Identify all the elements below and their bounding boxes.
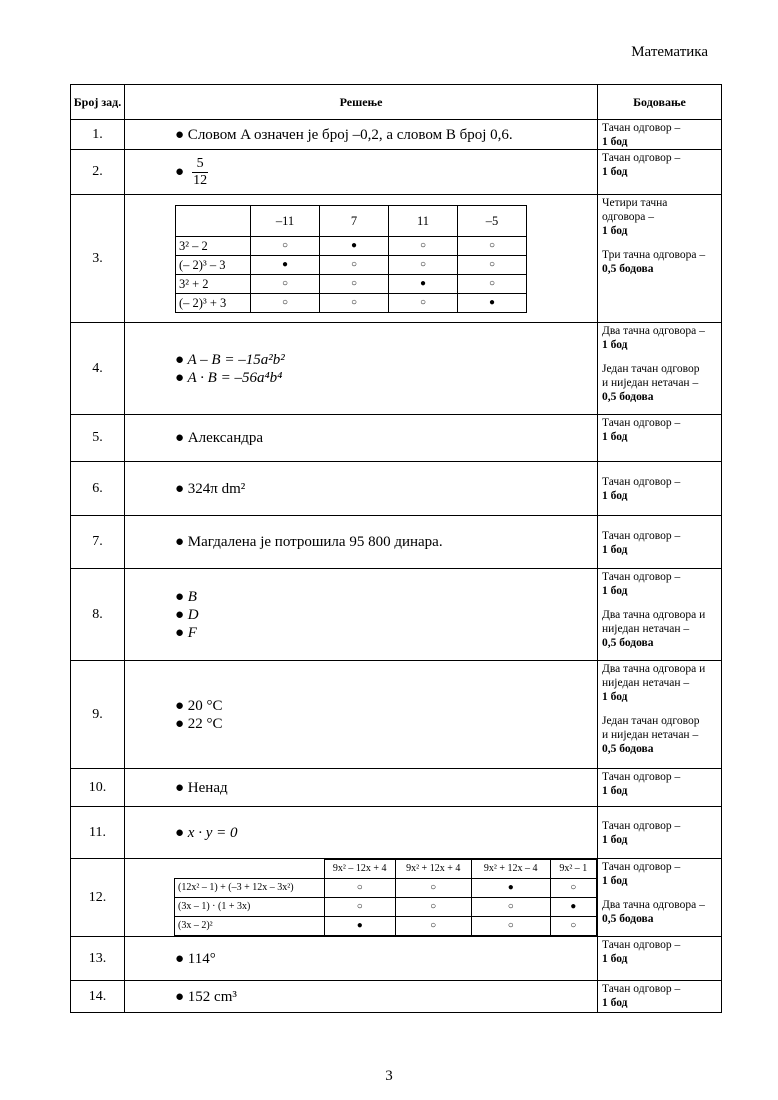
matrix-col-header: 9x² + 12x – 4 xyxy=(471,860,550,879)
bullet: ● xyxy=(175,164,185,180)
solution-cell: ● Словом A означен је број –0,2, а словом B број 0,6. xyxy=(125,120,598,150)
matrix-mark: ● xyxy=(251,255,320,274)
points-text: Два тачна одговора – xyxy=(602,899,705,911)
task12-matrix xyxy=(174,859,597,936)
matrix-mark: ○ xyxy=(324,898,395,917)
table-row xyxy=(71,661,722,769)
fraction-denominator: 12 xyxy=(193,172,208,188)
points-text: Тачан одговор – xyxy=(602,771,681,783)
matrix-row-label: (– 2)³ – 3 xyxy=(176,255,251,274)
matrix-mark: ○ xyxy=(458,236,527,255)
matrix-col-header: 9x² – 1 xyxy=(550,860,596,879)
solution-cell: ● Магдалена је потрошила 95 800 динара. xyxy=(125,516,598,569)
solution-cell: ● Ненад xyxy=(125,769,598,807)
matrix-mark: ○ xyxy=(389,236,458,255)
points-text: Тачан одговор – xyxy=(602,122,681,134)
points-cell xyxy=(598,981,722,1013)
matrix-mark: ● xyxy=(389,274,458,293)
matrix-mark: ● xyxy=(471,879,550,898)
table-header-row xyxy=(71,85,722,120)
points-cell xyxy=(598,516,722,569)
solution-line: ● A · B = –56a⁴b⁴ xyxy=(175,369,283,386)
matrix-corner xyxy=(176,205,251,236)
matrix-corner xyxy=(175,860,325,879)
matrix-mark: ○ xyxy=(389,255,458,274)
matrix-mark: ○ xyxy=(471,917,550,936)
matrix-mark: ○ xyxy=(251,293,320,312)
points-text: Тачан одговор – xyxy=(602,820,681,832)
points-value: 0,5 бодова xyxy=(602,913,654,925)
points-text: Тачан одговор – xyxy=(602,152,681,164)
points-value: 1 бод xyxy=(602,875,628,887)
task3-matrix xyxy=(175,205,527,313)
points-cell xyxy=(598,120,722,150)
table-row xyxy=(71,516,722,569)
table-row xyxy=(71,769,722,807)
points-value: 1 бод xyxy=(602,953,628,965)
matrix-mark: ○ xyxy=(389,293,458,312)
points-value: 1 бод xyxy=(602,785,628,797)
matrix-row-label: (– 2)³ + 3 xyxy=(176,293,251,312)
solution-cell: ● 114° xyxy=(125,937,598,981)
task-number: 2. xyxy=(71,150,125,195)
matrix-mark: ● xyxy=(458,293,527,312)
points-cell xyxy=(598,661,722,769)
table-row xyxy=(71,323,722,415)
matrix-row-label: (12x² – 1) + (–3 + 12x – 3x²) xyxy=(175,879,325,898)
task-number: 6. xyxy=(71,462,125,516)
task-number: 9. xyxy=(71,661,125,769)
table-row xyxy=(71,120,722,150)
points-cell xyxy=(598,195,722,323)
header-solution: Решење xyxy=(125,85,598,120)
header-task-number: Број зад. xyxy=(71,85,125,120)
task-number: 4. xyxy=(71,323,125,415)
points-text: Тачан одговор – xyxy=(602,476,681,488)
solution-cell xyxy=(125,569,598,661)
points-value: 0,5 бодова xyxy=(602,263,654,275)
matrix-mark: ● xyxy=(324,917,395,936)
matrix-mark: ○ xyxy=(320,293,389,312)
matrix-mark: ● xyxy=(550,898,596,917)
solution-line: ● A – B = –15a²b² xyxy=(175,351,285,368)
matrix-row-label: (3x – 1) · (1 + 3x) xyxy=(175,898,325,917)
table-row xyxy=(71,569,722,661)
points-value: 1 бод xyxy=(602,585,628,597)
points-value: 1 бод xyxy=(602,490,628,502)
fraction-numerator: 5 xyxy=(196,155,204,171)
matrix-mark: ○ xyxy=(251,236,320,255)
matrix-mark: ○ xyxy=(395,917,471,936)
solution-cell xyxy=(125,323,598,415)
points-text: Два тачна одговора – xyxy=(602,325,705,337)
points-cell xyxy=(598,150,722,195)
solution-cell: ● 324π dm² xyxy=(125,462,598,516)
matrix-col-header: 9x² + 12x + 4 xyxy=(395,860,471,879)
solution-line: ● 20 °C xyxy=(175,697,223,714)
points-text: Тачан одговор – xyxy=(602,417,681,429)
points-value: 1 бод xyxy=(602,997,628,1009)
header-points: Бодовање xyxy=(598,85,722,120)
task-number: 7. xyxy=(71,516,125,569)
matrix-mark: ○ xyxy=(395,879,471,898)
points-cell xyxy=(598,859,722,937)
points-text: ниједан нетачан – xyxy=(602,623,690,635)
solution-cell xyxy=(125,195,598,323)
points-cell xyxy=(598,769,722,807)
task-number: 14. xyxy=(71,981,125,1013)
solution-cell: ● 152 cm³ xyxy=(125,981,598,1013)
matrix-mark: ● xyxy=(320,236,389,255)
points-text: Један тачан одговор xyxy=(602,715,700,727)
matrix-mark: ○ xyxy=(251,274,320,293)
points-text: Тачан одговор – xyxy=(602,571,681,583)
matrix-mark: ○ xyxy=(550,917,596,936)
matrix-mark: ○ xyxy=(324,879,395,898)
matrix-mark: ○ xyxy=(395,898,471,917)
points-text: и ниједан нетачан – xyxy=(602,729,699,741)
points-value: 1 бод xyxy=(602,431,628,443)
solution-cell xyxy=(125,150,598,195)
points-text: Тачан одговор – xyxy=(602,939,681,951)
points-text: Три тачна одговора – xyxy=(602,249,706,261)
task-number: 3. xyxy=(71,195,125,323)
table-row xyxy=(71,415,722,462)
fraction xyxy=(192,156,208,189)
points-text: Четири тачна xyxy=(602,197,668,209)
points-value: 0,5 бодова xyxy=(602,391,654,403)
table-row xyxy=(71,807,722,859)
page-number: 3 xyxy=(385,1068,393,1084)
task-number: 11. xyxy=(71,807,125,859)
solution-line: ● 22 °C xyxy=(175,715,223,732)
solution-line: ● D xyxy=(175,606,199,623)
table-row xyxy=(71,981,722,1013)
matrix-col-header: 11 xyxy=(389,205,458,236)
table-row xyxy=(71,859,722,937)
task-number: 8. xyxy=(71,569,125,661)
matrix-mark: ○ xyxy=(458,255,527,274)
matrix-row-label: 3² – 2 xyxy=(176,236,251,255)
task-number: 1. xyxy=(71,120,125,150)
points-value: 1 бод xyxy=(602,543,628,556)
points-value: 1 бод xyxy=(602,339,628,351)
matrix-col-header: 9x² – 12x + 4 xyxy=(324,860,395,879)
task-number: 10. xyxy=(71,769,125,807)
solution-line: ● F xyxy=(175,624,197,641)
solution-cell xyxy=(125,661,598,769)
points-value: 0,5 бодова xyxy=(602,743,654,755)
solution-cell xyxy=(125,859,598,937)
matrix-mark: ○ xyxy=(320,255,389,274)
table-row xyxy=(71,150,722,195)
points-text: Два тачна одговора и xyxy=(602,609,706,621)
matrix-mark: ○ xyxy=(458,274,527,293)
points-text: и ниједан нетачан – xyxy=(602,377,699,389)
points-text: Један тачан одговор xyxy=(602,363,700,375)
points-cell xyxy=(598,807,722,859)
points-value: 1 бод xyxy=(602,834,628,846)
solution-cell: ● x · y = 0 xyxy=(125,807,598,859)
task-number: 5. xyxy=(71,415,125,462)
points-cell xyxy=(598,569,722,661)
points-text: Два тачна одговора и xyxy=(602,663,706,675)
table-row xyxy=(71,195,722,323)
points-cell xyxy=(598,937,722,981)
solution-cell: ● Александра xyxy=(125,415,598,462)
points-value: 1 бод xyxy=(602,136,628,148)
points-value: 1 бод xyxy=(602,225,628,237)
points-cell xyxy=(598,462,722,516)
matrix-mark: ○ xyxy=(550,879,596,898)
points-text: одговора – xyxy=(602,211,655,223)
matrix-col-header: –5 xyxy=(458,205,527,236)
points-cell xyxy=(598,323,722,415)
points-text: Тачан одговор – xyxy=(602,861,681,873)
solution-line: ● B xyxy=(175,588,197,605)
task-number: 13. xyxy=(71,937,125,981)
matrix-row-label: (3x – 2)² xyxy=(175,917,325,936)
points-text: Тачан одговор – xyxy=(602,529,681,542)
points-cell xyxy=(598,415,722,462)
points-value: 0,5 бодова xyxy=(602,637,654,649)
points-text: Тачан одговор – xyxy=(602,983,681,995)
task-number: 12. xyxy=(71,859,125,937)
points-text: ниједан нетачан – xyxy=(602,677,690,689)
points-value: 1 бод xyxy=(602,691,628,703)
table-row xyxy=(71,462,722,516)
matrix-mark: ○ xyxy=(320,274,389,293)
matrix-mark: ○ xyxy=(471,898,550,917)
matrix-row-label: 3² + 2 xyxy=(176,274,251,293)
answer-key-table xyxy=(70,84,722,1013)
table-row xyxy=(71,937,722,981)
matrix-col-header: –11 xyxy=(251,205,320,236)
matrix-col-header: 7 xyxy=(320,205,389,236)
page-header-subject: Математика xyxy=(631,44,708,60)
points-value: 1 бод xyxy=(602,166,628,178)
